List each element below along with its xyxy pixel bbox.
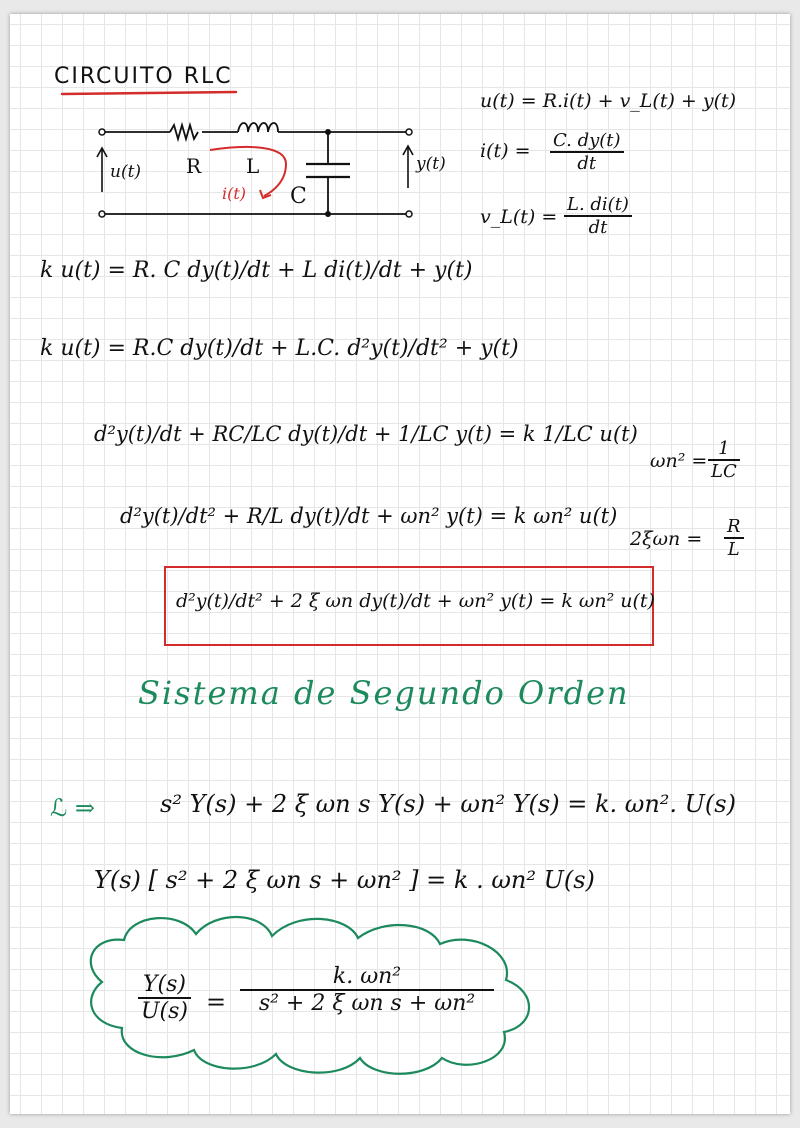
inductor-voltage-lhs: v_L(t) = (480, 206, 558, 228)
current-label: i(t) (222, 184, 247, 203)
resistor-label: R (186, 154, 202, 178)
laplace-line-2: Y(s) [ s² + 2 ξ ωn s + ωn² ] = k . ωn² U(s) (94, 866, 595, 894)
input-voltage-label: u(t) (110, 162, 142, 182)
transfer-lhs-denominator: U(s) (141, 999, 188, 1024)
transfer-rhs-numerator: k. ωn² (240, 964, 494, 991)
capacitor-label: C (290, 184, 307, 209)
derivation-line-3: d²y(t)/dt + RC/LC dy(t)/dt + 1/LC y(t) = k 1/LC u(t) (94, 422, 638, 446)
transfer-rhs-fraction (240, 964, 494, 1016)
laplace-arrow: ℒ ⇒ (50, 794, 96, 822)
damping-relation-lhs: 2ξωn = (630, 528, 703, 550)
inductor-voltage-denominator: dt (588, 217, 608, 238)
current-equation-numerator: C. dy(t) (550, 130, 624, 153)
derivation-line-2: k u(t) = R.C dy(t)/dt + L.C. d²y(t)/dt² + y(t) (40, 336, 519, 361)
inductor-label: L (246, 154, 260, 178)
transfer-rhs-denominator: s² + 2 ξ ωn s + ωn² (258, 991, 476, 1016)
current-equation-denominator: dt (577, 153, 597, 174)
damping-relation-numerator: R (724, 516, 744, 539)
natural-frequency-lhs: ωn² = (650, 450, 708, 472)
derivation-line-4: d²y(t)/dt² + R/L dy(t)/dt + ωn² y(t) = k ωn² u(t) (120, 504, 618, 528)
damping-relation-denominator: L (727, 539, 740, 560)
transfer-function-cloud (10, 14, 790, 1114)
inductor-voltage-numerator: L. di(t) (564, 194, 632, 217)
natural-frequency-numerator: 1 (708, 438, 740, 461)
transfer-lhs-numerator: Y(s) (138, 972, 191, 999)
current-equation-lhs: i(t) = (480, 140, 531, 162)
boxed-second-order-equation: d²y(t)/dt² + 2 ξ ωn dy(t)/dt + ωn² y(t) = k ωn² u(t) (176, 590, 655, 612)
transfer-lhs-fraction (138, 972, 191, 1024)
output-voltage-label: y(t) (416, 154, 446, 174)
section-title: Sistema de Segundo Orden (138, 674, 630, 712)
laplace-line-1: s² Y(s) + 2 ξ ωn s Y(s) + ωn² Y(s) = k. ωn². U(s) (160, 790, 736, 818)
page-title: CIRCUITO RLC (54, 64, 233, 89)
kvl-equation: u(t) = R.i(t) + v_L(t) + y(t) (480, 90, 737, 112)
transfer-equals: = (206, 988, 227, 1016)
derivation-line-1: k u(t) = R. C dy(t)/dt + L di(t)/dt + y(t) (40, 258, 473, 283)
natural-frequency-denominator: LC (711, 461, 737, 482)
notebook-page (10, 14, 790, 1114)
